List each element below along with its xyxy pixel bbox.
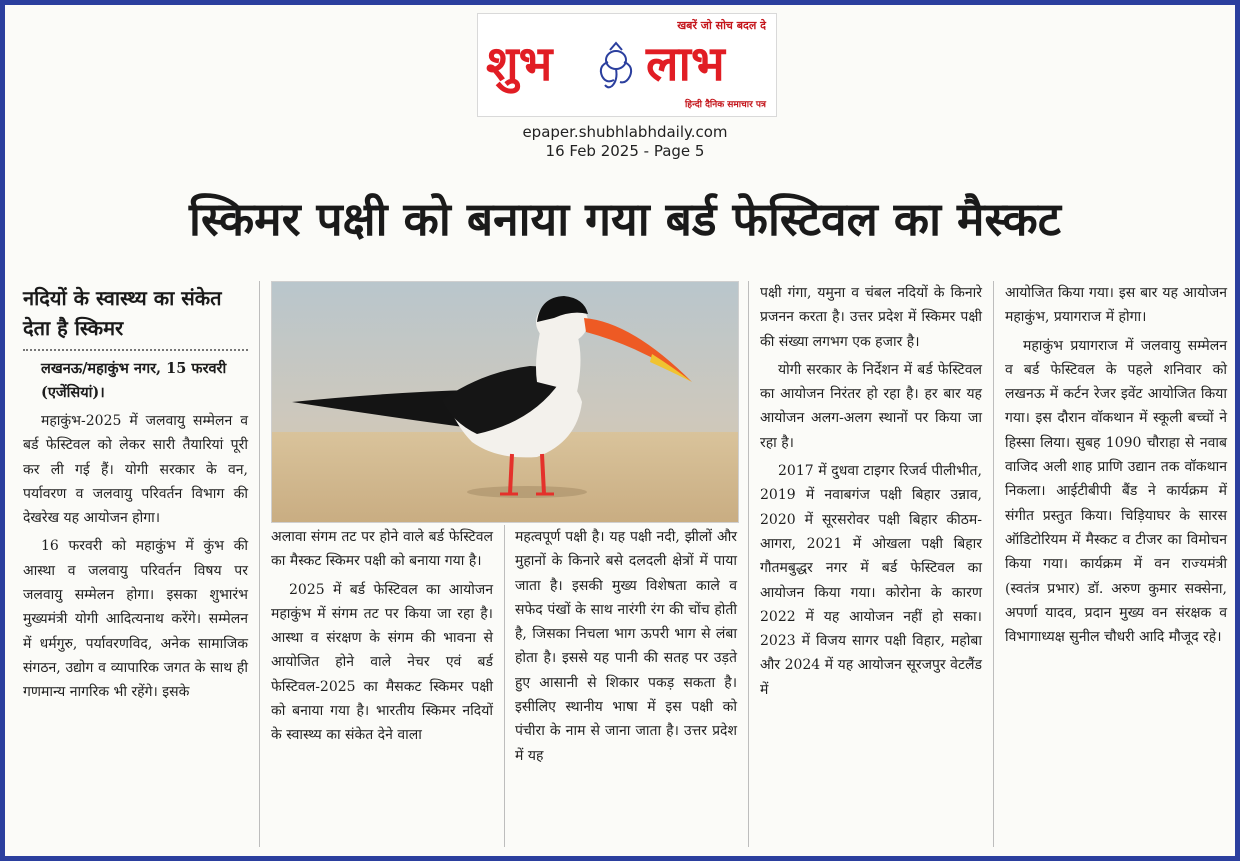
paragraph: पक्षी गंगा, यमुना व चंबल नदियों के किनारे प्रजनन करता है। उत्तर प्रदेश में स्किमर पक्षी की संख्या लगभग एक हजार है।: [760, 285, 982, 350]
article-headline: स्किमर पक्षी को बनाया गया बर्ड फेस्टिवल का मैस्कट: [189, 192, 1061, 246]
paragraph: 16 फरवरी को महाकुंभ में कुंभ की आस्था व जलवायु परिवर्तन विषय पर जलवायु सम्मेलन होगा। इसका शुभारंभ मुख्यमंत्री योगी आदित्यनाथ करेंगे। सम्मेलन में धर्मगुरु, पर्यावरणविद, अनेक सामाजिक संगठन, उद्योग व व्यापारिक जगत के साथ ही गणमान्य नागरिक भी रहेंगे। इसके: [23, 538, 248, 701]
ganesha-icon: [588, 40, 644, 92]
article-column-1: [23, 409, 248, 709]
column-rule: [748, 281, 749, 847]
article-column-4: [760, 281, 982, 706]
logo-subtitle: हिन्दी दैनिक समाचार पत्र: [684, 100, 766, 110]
article-column-3: [515, 525, 737, 772]
source-info: [475, 123, 775, 161]
article-byline: लखनऊ/महाकुंभ नगर, 15 फरवरी (एजेंसियां)।: [41, 360, 227, 401]
logo-word-left: शुभ: [486, 36, 553, 92]
paragraph: महाकुंभ प्रयागराज में जलवायु सम्मेलन व बर्ड फेस्टिवल के पहले शनिवार को लखनऊ में कर्टन रेजर इवेंट आयोजित किया गया। इस दौरान वॉकथान में स्कूली बच्चों ने हिस्सा लिया। सुबह 1090 चौराहा से नवाब वाजिद अली शाह प्राणि उद्यान तक वॉकथान निकला। आईटीबीपी बैंड ने कार्यक्रम में संगीत प्रस्तुत किया। चिड़ियाघर के सारस ऑडिटोरियम में मैस्कट व टीजर का विमोचन किया गया। कार्यक्रम में वन राज्यमंत्री (स्वतंत्र प्रभार) डॉ. अरुण कुमार सक्सेना, अपर्णा यादव, प्रदान मुख्य वन संरक्षक व विभागाध्यक्ष सुनील चौधरी आदि मौजूद रहे।: [1005, 337, 1227, 646]
paragraph: आयोजित किया गया। इस बार यह आयोजन महाकुंभ, प्रयागराज में होगा।: [1005, 285, 1227, 326]
article-column-2: [271, 525, 493, 752]
article-subheadline: नदियों के स्वास्थ्य का संकेत देता है स्किमर: [23, 286, 222, 340]
column-rule: [504, 525, 505, 847]
source-url[interactable]: epaper.shubhlabhdaily.com: [522, 123, 728, 141]
dotted-divider: [23, 349, 248, 351]
logo-word-right: लाभ: [646, 36, 725, 92]
source-date-page: 16 Feb 2025 - Page 5: [545, 142, 705, 160]
column-rule: [993, 281, 994, 847]
paragraph: 2017 में दुधवा टाइगर रिजर्व पीलीभीत, 2019 में नवाबगंज पक्षी बिहार उन्नाव, 2020 में सूरसरोवर पक्षी बिहार कीठम-आगरा, 2021 में ओखला पक्षी बिहार गौतमबुद्धर नगर में बर्ड फेस्टिवल का आयोजन किया गया। कोरोना के कारण 2022 में यह आयोजन नहीं हो सका। 2023 में विजय सागर पक्षी विहार, महोबा और 2024 में यह आयोजन सूरजपुर वेटलैंड में: [760, 463, 982, 698]
paragraph: 2025 में बर्ड फेस्टिवल का आयोजन महाकुंभ में संगम तट पर किया जा रहा है। आस्था व संरक्षण के संगम की भावना से आयोजित होने वाले नेचर एवं बर्ड फेस्टिवल-2025 का मैसकट स्किमर पक्षी को बनाया गया है। भारतीय स्किमर नदियों के स्वास्थ्य का संकेत देने वाला: [271, 581, 493, 744]
paragraph: अलावा संगम तट पर होने वाले बर्ड फेस्टिवल का मैस्कट स्किमर पक्षी को बनाया गया है।: [271, 529, 493, 570]
article-column-5: [1005, 281, 1227, 653]
logo-tagline: खबरें जो सोच बदल दे: [677, 19, 766, 32]
paragraph: महाकुंभ-2025 में जलवायु सम्मेलन व बर्ड फेस्टिवल को लेकर सारी तैयारियां पूरी कर ली गई हैं। योगी सरकार के वन, पर्यावरण व जलवायु परिवर्तन विभाग की देखरेख यह आयोजन होगा।: [23, 413, 248, 527]
paragraph: योगी सरकार के निर्देशन में बर्ड फेस्टिवल का आयोजन निरंतर हो रहा है। हर बार यह आयोजन अलग-अलग स्थानों पर किया जा रहा है।: [760, 361, 982, 451]
newspaper-logo: [477, 13, 777, 117]
paragraph: महत्वपूर्ण पक्षी है। यह पक्षी नदी, झीलों और मुहानों के किनारे बसे दलदली क्षेत्रों में पाया जाता है। इसकी मुख्य विशेषता काले व सफेद पंखों के साथ नारंगी रंग की चोंच होती है, जिसका निचला भाग ऊपरी भाग से लंबा होता है। इससे यह पानी की सतह पर उड़ते हुए आसानी से शिकार पकड़ सकता है। इसीलिए स्थानीय भाषा में इस पक्षी को पंचीरा के नाम से जाना जाता है। उत्तर प्रदेश में यह: [515, 529, 737, 764]
column-rule: [259, 281, 260, 847]
skimmer-bird-photo: [271, 281, 739, 523]
